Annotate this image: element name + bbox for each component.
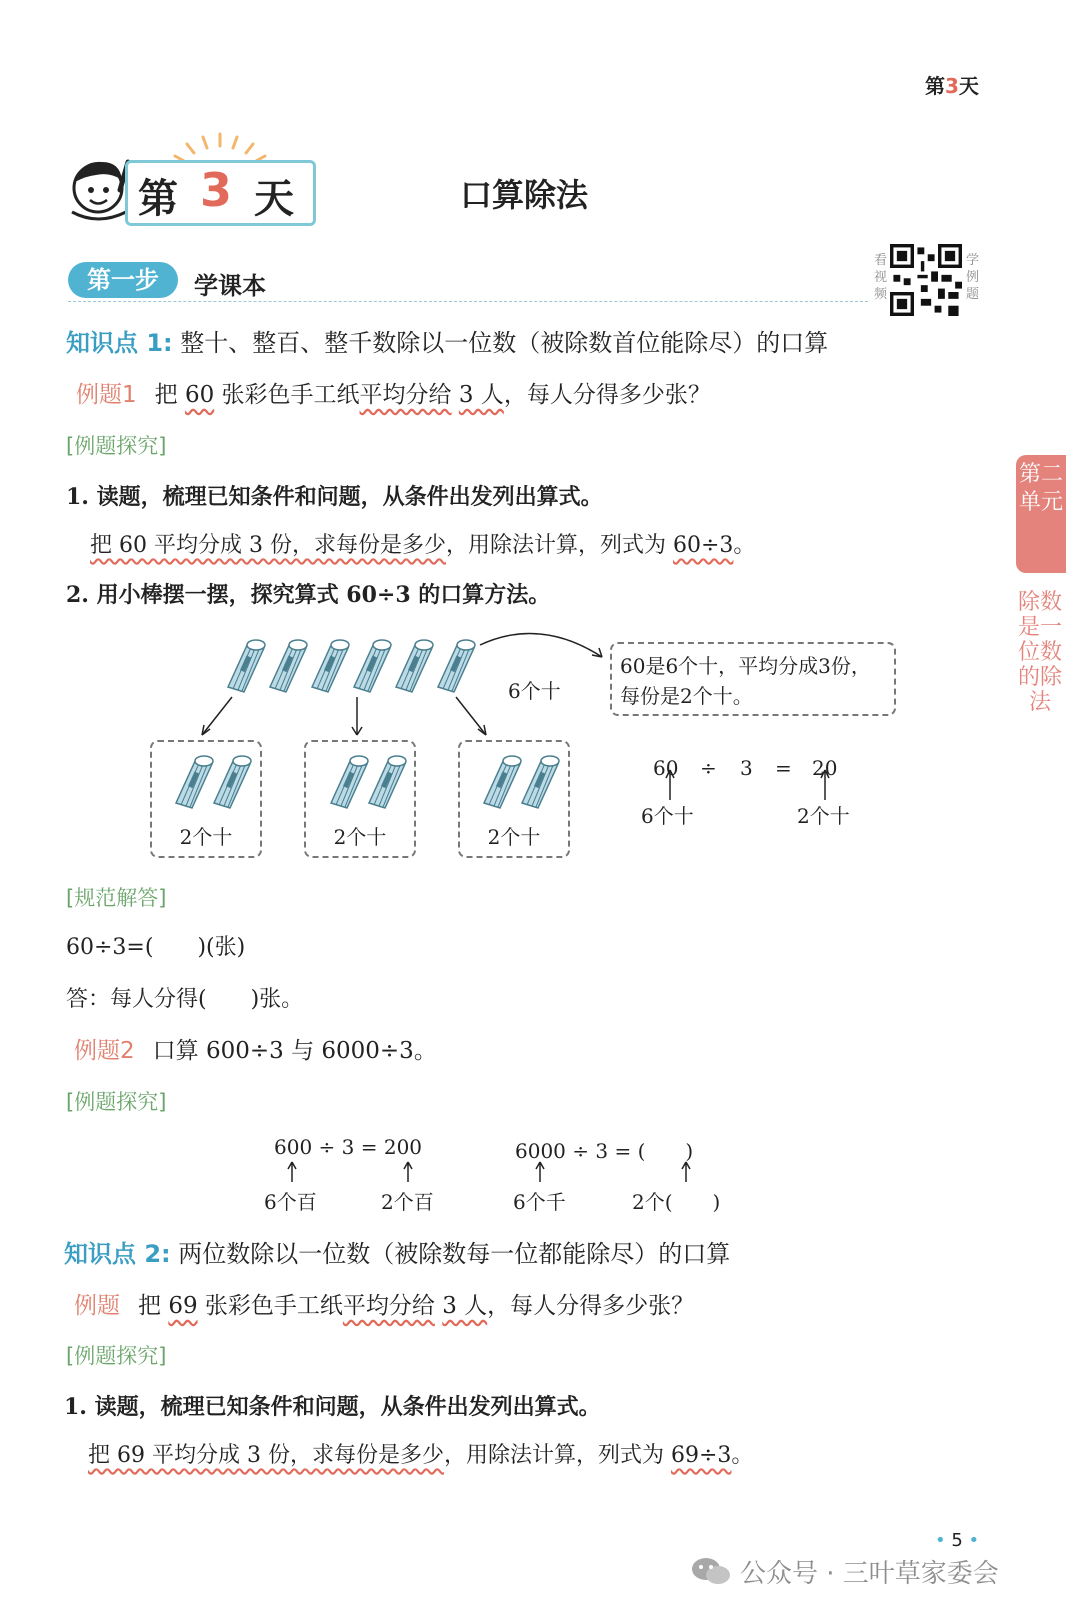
explore-heading: [例题探究]	[66, 434, 167, 458]
ex3-q-number: 69	[168, 1293, 198, 1319]
unit-side-tab[interactable]: 第二单元	[1016, 455, 1066, 573]
eq-term-3: 3	[740, 756, 753, 780]
ex1-q-part: 把	[154, 382, 185, 408]
ex2-left-sub1: 6个百	[264, 1190, 317, 1214]
ex1-step1-wavy: 把 60 平均分成 3 份，求每份是多少	[90, 533, 446, 558]
page-number-value: 5	[951, 1530, 963, 1551]
header-day-suffix: 天	[958, 74, 979, 98]
ex1-step2: 2. 用小棒摆一摆，探究算式 60÷3 的口算方法。	[66, 582, 551, 608]
eq-term-20: 20	[812, 756, 838, 780]
running-header	[925, 70, 979, 99]
eq-sub-left: 6个十	[641, 804, 694, 828]
ex1-step1-rest: ，用除法计算，列式为	[445, 533, 673, 558]
example-2-question	[74, 1032, 437, 1065]
ex3-step1-wavy: 把 69 平均分成 3 份，求每份是多少	[88, 1443, 444, 1468]
answer-heading: [规范解答]	[66, 886, 167, 910]
ex3-q-part: 把	[138, 1293, 169, 1319]
kp1-text: 整十、整百、整千数除以一位数（被除数首位能除尽）的口算	[180, 329, 829, 357]
lesson-title: 口算除法	[460, 176, 589, 214]
kp2-label: 知识点 2:	[64, 1240, 171, 1268]
ex1-step1-detail	[90, 528, 755, 559]
example-1-label: 例题1	[76, 382, 137, 408]
example-2-text: 口算 600÷3 与 6000÷3。	[152, 1038, 437, 1064]
example-3-label: 例题	[74, 1293, 120, 1319]
ex1-q-keyword: 平均分给	[359, 382, 452, 408]
group-label-3: 2个十	[487, 825, 541, 849]
example-3-question	[74, 1287, 694, 1320]
ex2-right-sub2: 2个( )	[632, 1190, 721, 1214]
header-day-number: 3	[945, 74, 959, 98]
wechat-icon	[690, 1555, 732, 1587]
group-label-2: 2个十	[333, 825, 387, 849]
stick-bundles-top	[228, 640, 475, 692]
ex1-q-part: ，每人分得多少张？	[503, 382, 711, 408]
ex2-right-equation: 6000 ÷ 3 = ( )	[515, 1139, 694, 1163]
answer-sentence: 答：每人分得( )张。	[66, 987, 304, 1012]
group-box-1	[150, 740, 262, 858]
callout-line-1: 60是6个十，平均分成3份，	[620, 654, 871, 678]
group-box-2	[304, 740, 416, 858]
day-badge-char2: 天	[254, 176, 294, 222]
kp1-label: 知识点 1:	[66, 329, 173, 357]
qr-code-icon[interactable]	[890, 244, 962, 316]
step-pill: 第一步	[68, 262, 178, 298]
qr-left-label: 看视频	[874, 253, 888, 302]
answer-equation: 60÷3=( )(张)	[66, 935, 246, 960]
ex2-right-sub1: 6个千	[513, 1190, 566, 1214]
day-badge-number: 3	[200, 163, 233, 217]
page-number: • 5 •	[935, 1530, 980, 1551]
ex1-q-number: 60	[184, 382, 215, 408]
example-2-label: 例题2	[74, 1038, 135, 1064]
ex3-q-people: 3 人	[442, 1293, 488, 1319]
ex3-step1: 1. 读题，梳理已知条件和问题，从条件出发列出算式。	[64, 1394, 601, 1420]
ex3-formula: 69÷3	[670, 1443, 732, 1468]
ex1-step1-end: 。	[733, 533, 756, 558]
eq-term-60: 60	[653, 756, 679, 780]
step-divider	[68, 301, 868, 302]
unit-topic-label: 除数是一位数的除法	[1018, 590, 1063, 715]
header-day-prefix: 第	[925, 74, 945, 98]
ex3-q-keyword: 平均分给	[342, 1293, 435, 1319]
knowledge-point-1	[66, 323, 828, 358]
ex1-step1: 1. 读题，梳理已知条件和问题，从条件出发列出算式。	[66, 484, 603, 510]
ex1-q-people: 3 人	[458, 382, 504, 408]
ex1-q-part: 张彩色手工纸	[214, 382, 360, 408]
example-1-question	[76, 376, 711, 409]
ex1-formula: 60÷3	[672, 533, 734, 558]
ex2-right-arrows	[528, 1158, 698, 1184]
step-name: 学课本	[194, 272, 266, 300]
kp2-text: 两位数除以一位数（被除数每一位都能除尽）的口算	[178, 1240, 731, 1268]
callout-line-2: 每份是2个十。	[620, 684, 753, 708]
ex2-left-sub2: 2个百	[381, 1190, 434, 1214]
day-badge-char1: 第	[138, 176, 178, 222]
eq-divide-sign: ÷	[700, 756, 717, 780]
knowledge-point-2	[64, 1234, 730, 1269]
qr-right-label: 学例题	[966, 253, 980, 302]
explore-heading-2: [例题探究]	[66, 1090, 167, 1114]
ex3-step1-detail	[88, 1438, 753, 1469]
explore-heading-3: [例题探究]	[66, 1344, 167, 1368]
ex3-q-part: ，每人分得多少张？	[487, 1293, 695, 1319]
ex3-step1-end: 。	[731, 1443, 754, 1468]
ex1-q-part	[452, 382, 459, 408]
callout-box	[610, 642, 896, 716]
six-tens-label: 6个十	[508, 679, 561, 703]
ex2-left-arrows	[280, 1158, 420, 1184]
ex2-left-equation: 600 ÷ 3 = 200	[274, 1135, 423, 1159]
eq-equals-sign: =	[775, 756, 792, 780]
ex3-step1-rest: ，用除法计算，列式为	[443, 1443, 671, 1468]
watermark-text: 公众号 · 三叶草家委会	[740, 1559, 999, 1589]
eq-sub-right: 2个十	[797, 804, 850, 828]
ex3-q-part: 张彩色手工纸	[197, 1293, 343, 1319]
group-label-1: 2个十	[179, 825, 233, 849]
day-badge	[125, 160, 316, 226]
group-box-3	[458, 740, 570, 858]
